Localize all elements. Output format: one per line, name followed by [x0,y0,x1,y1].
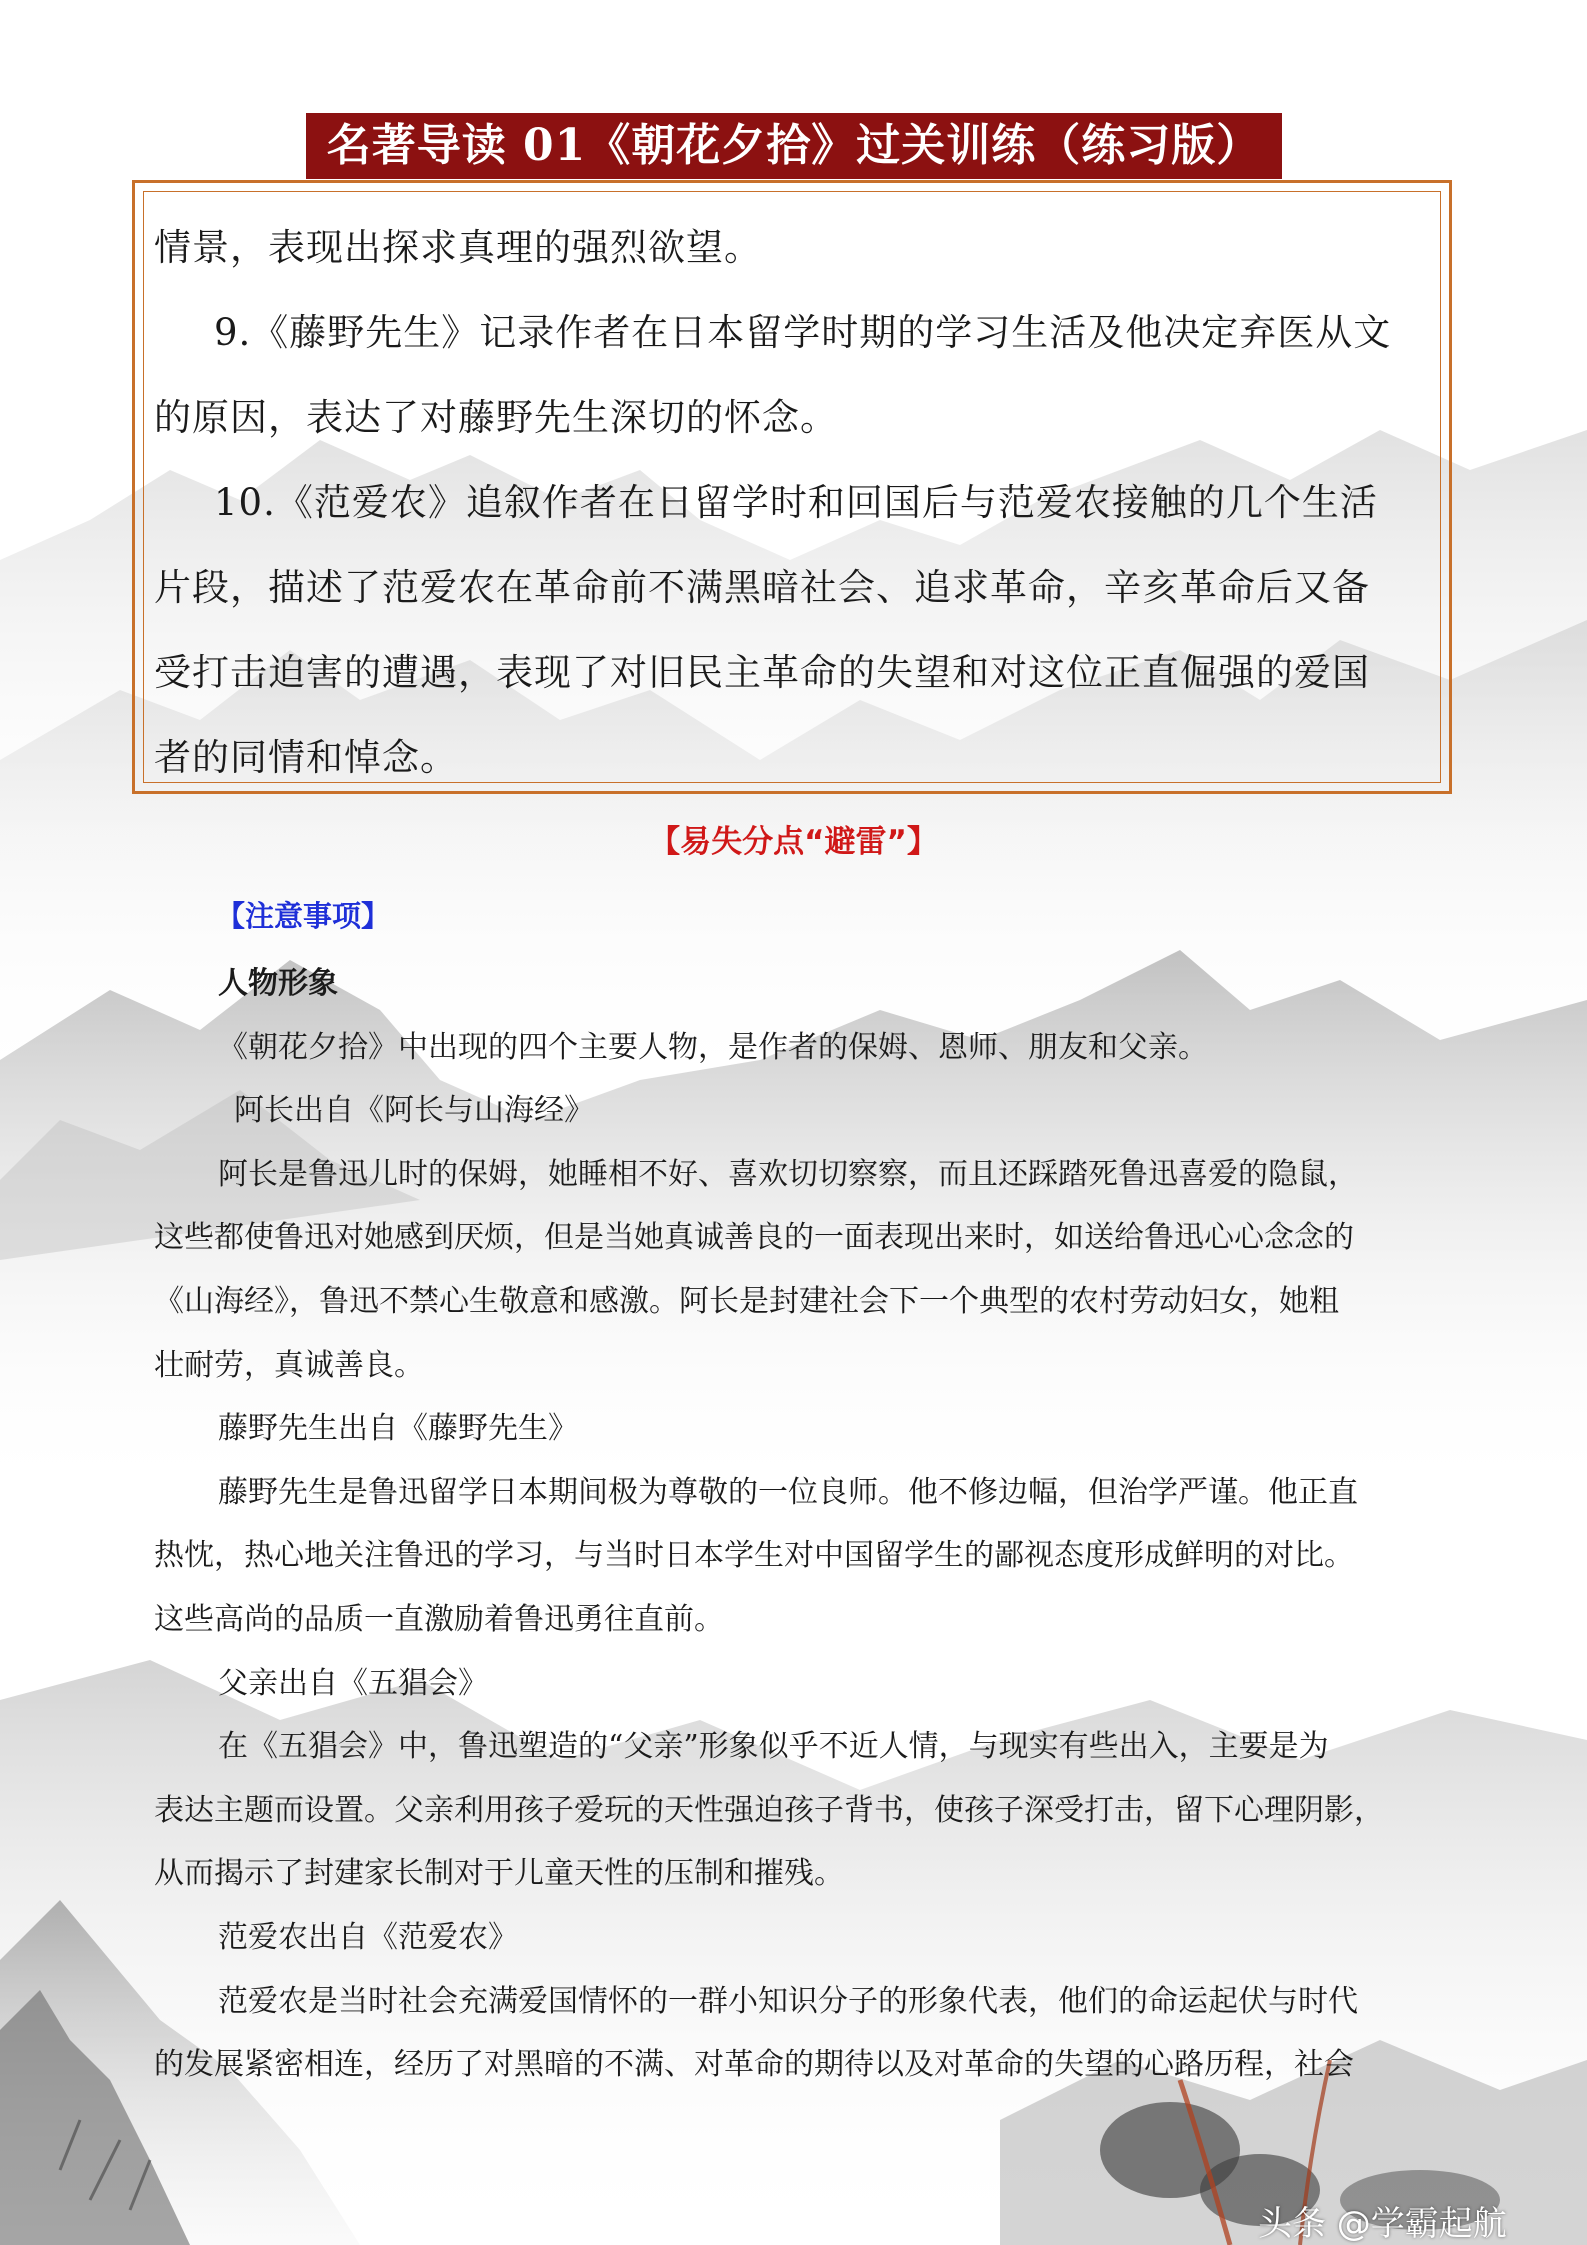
father-source: 父亲出自《五猖会》 [218,1665,488,1701]
paragraph-line: 表达主题而设置。父亲利用孩子爱玩的天性强迫孩子背书，使孩子深受打击，留下心理阴影， [154,1792,1384,1828]
summary-line: 者的同情和悼念。 [154,736,458,779]
paragraph-line: 壮耐劳，真诚善良。 [154,1347,424,1383]
fujino-source: 藤野先生出自《藤野先生》 [218,1411,578,1447]
summary-line: 10.《范爱农》追叙作者在日留学时和回国后与范爱农接触的几个生活 [214,481,1378,524]
paragraph-line: 在《五猖会》中，鲁迅塑造的“父亲”形象似乎不近人情，与现实有些出入，主要是为 [218,1729,1329,1765]
paragraph-line: 藤野先生是鲁迅留学日本期间极为尊敬的一位良师。他不修边幅，但治学严谨。他正直 [218,1474,1358,1510]
paragraph-line: 这些都使鲁迅对她感到厌烦，但是当她真诚善良的一面表现出来时，如送给鲁迅心心念念的 [154,1220,1354,1256]
summary-line: 片段，描述了范爱农在革命前不满黑暗社会、追求革命，辛亥革命后又备 [154,566,1370,609]
summary-line: 9.《藤野先生》记录作者在日本留学时期的学习生活及他决定弃医从文 [214,311,1392,354]
summary-line: 受打击迫害的遭遇，表现了对旧民主革命的失望和对这位正直倔强的爱国 [154,651,1370,694]
a-chang-source: 阿长出自《阿长与山海经》 [234,1093,594,1129]
paragraph-line: 的发展紧密相连，经历了对黑暗的不满、对革命的期待以及对革命的失望的心路历程，社会 [154,2047,1354,2083]
paragraph-line: 这些高尚的品质一直激励着鲁迅勇往直前。 [154,1601,724,1637]
character-notes [154,952,1438,2097]
notes-section-title: 【注意事项】 [216,899,391,933]
summary-text [154,205,1438,800]
section-heading: 人物形象 [218,966,338,1001]
paragraph-line: 阿长是鲁迅儿时的保姆，她睡相不好、喜欢切切察察，而且还踩踏死鲁迅喜爱的隐鼠， [218,1156,1358,1192]
fan-source: 范爱农出自《范爱农》 [218,1919,518,1955]
intro-line: 《朝花夕拾》中出现的四个主要人物，是作者的保姆、恩师、朋友和父亲。 [218,1029,1208,1065]
page-title: 名著导读 01《朝花夕拾》过关训练（练习版） [306,113,1282,179]
paragraph-line: 《山海经》，鲁迅不禁心生敬意和感激。阿长是封建社会下一个典型的农村劳动妇女，她粗 [154,1283,1339,1319]
watermark: 头条 @学霸起航 [1258,2204,1507,2244]
summary-line: 的原因，表达了对藤野先生深切的怀念。 [154,396,838,439]
paragraph-line: 热忱，热心地关注鲁迅的学习，与当时日本学生对中国留学生的鄙视态度形成鲜明的对比。 [154,1538,1354,1574]
pitfall-section-title: 【易失分点“避雷”】 [649,824,938,860]
summary-line: 情景，表现出探求真理的强烈欲望。 [154,226,762,269]
paragraph-line: 范爱农是当时社会充满爱国情怀的一群小知识分子的形象代表，他们的命运起伏与时代 [218,1983,1358,2019]
paragraph-line: 从而揭示了封建家长制对于儿童天性的压制和摧残。 [154,1856,844,1892]
